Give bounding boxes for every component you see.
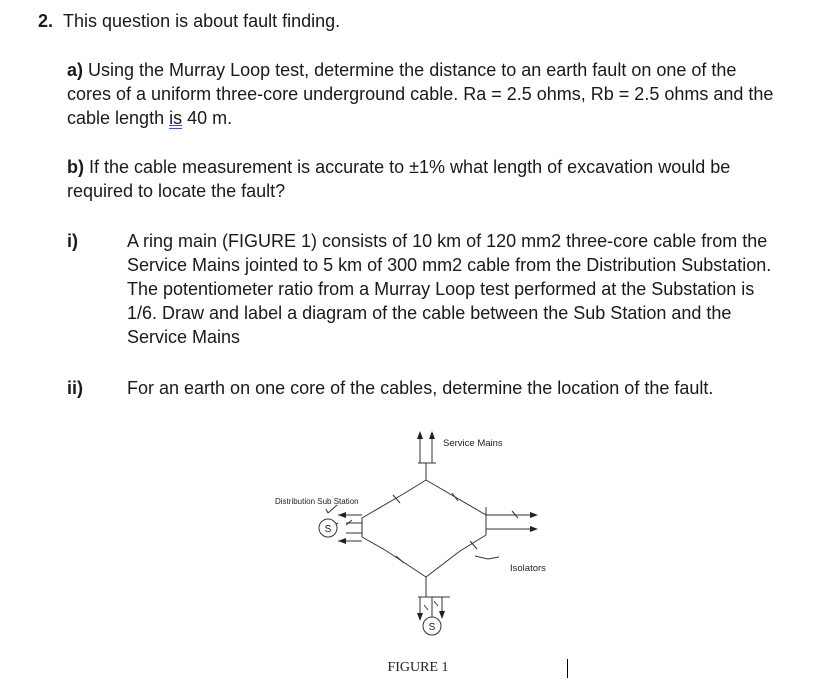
arrowhead-left-upper: [338, 512, 346, 518]
arrowhead-left-lower: [338, 538, 346, 544]
cable-top-right: [426, 480, 486, 515]
figure-caption: FIGURE 1: [387, 660, 449, 675]
part-b-label: b): [67, 157, 84, 177]
isolators-label: Isolators: [510, 563, 546, 574]
isolator-tick-6: [434, 601, 438, 606]
question-header: [38, 9, 340, 33]
isolator-tick-3: [396, 556, 404, 563]
part-a-label: a): [67, 60, 84, 80]
ring-main-diagram: [260, 425, 580, 680]
arrowheads: [338, 431, 538, 621]
item-ii-label: ii): [67, 378, 83, 398]
arrowhead-down-left: [417, 613, 423, 621]
part-a-paragraph: [67, 58, 782, 130]
question-title: This question is about fault finding.: [63, 11, 341, 31]
arrowhead-down-right: [439, 611, 445, 619]
ring-main-cables: [326, 439, 530, 618]
arrowhead-right-upper: [530, 512, 538, 518]
isolator-pointer: [475, 556, 499, 559]
question-number: 2.: [38, 11, 54, 31]
arrowhead-right-lower: [530, 526, 538, 532]
part-b-paragraph: [67, 155, 782, 203]
part-b-text: If the cable measurement is accurate to ±1% what length of excavation would be required to locate the fault?: [67, 157, 731, 201]
item-i-text: A ring main (FIGURE 1) consists of 10 km of 120 mm2 three-core cable from the Service Mains jointed to 5 km of 300 mm2 cable from the Distribution Substation. The potentiometer ratio from a Murray Loop test performed at the Substation is 1/6. Draw and label a diagram of the cable between the Sub Station and the Service Mains: [127, 231, 772, 347]
substation-pointer: [326, 505, 337, 513]
cable-bottom-left: [362, 537, 426, 577]
part-a-text-end: 40 m.: [182, 108, 233, 128]
bottom-source-symbol: S: [428, 622, 436, 633]
item-i-label: i): [67, 231, 78, 251]
isolator-tick-5: [424, 605, 428, 610]
service-mains-label: Service Mains: [443, 438, 503, 449]
isolator-tick-2: [452, 493, 458, 501]
distribution-substation-label: Distribution Sub Station: [275, 497, 359, 506]
arrowhead-up-right: [429, 431, 435, 439]
substation-source-symbol: S: [324, 524, 332, 535]
part-a-text: Using the Murray Loop test, determine the distance to an earth fault on one of the cores of a uniform three-core underground cable. Ra = 2.5 ohms, Rb = 2.5 ohms and the cable length: [67, 60, 774, 128]
cable-top-left: [362, 480, 426, 518]
part-a-underlined-word: is: [169, 108, 183, 128]
text-cursor: [567, 659, 568, 678]
item-ii-text: For an earth on one core of the cables, determine the location of the fault.: [127, 378, 714, 398]
arrowhead-up-left: [417, 431, 423, 439]
